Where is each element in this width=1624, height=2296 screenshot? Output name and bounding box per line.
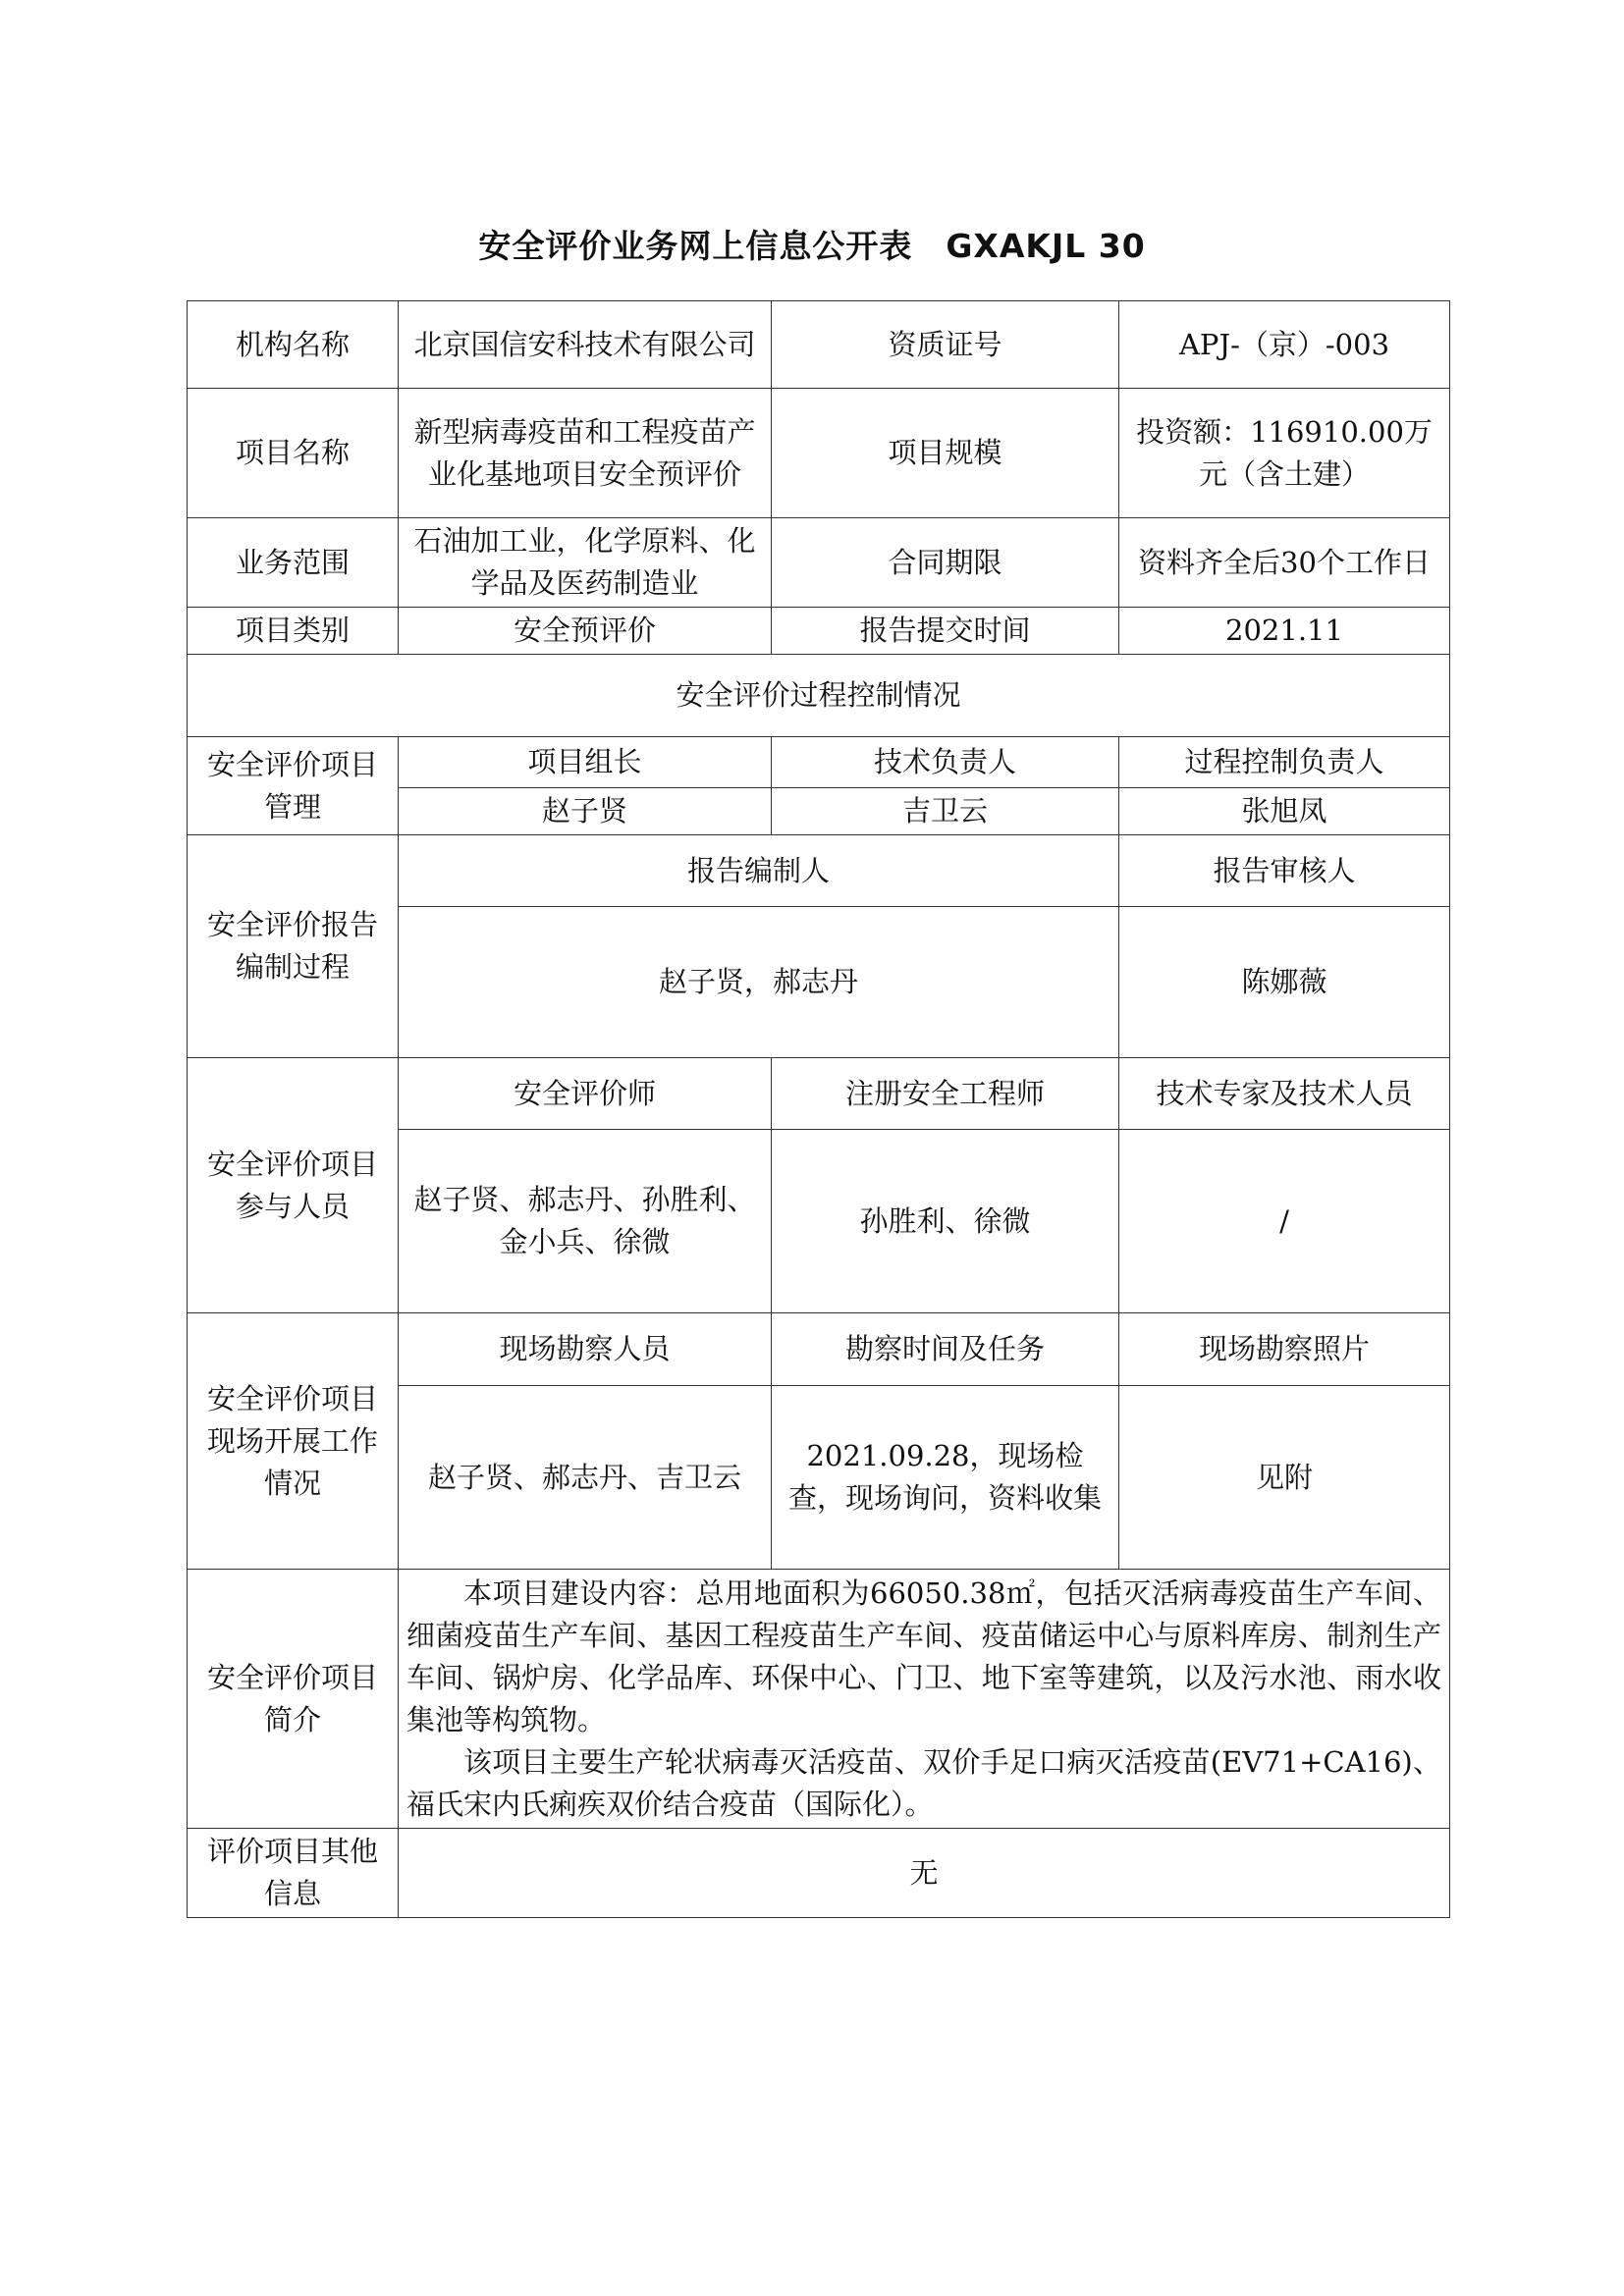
page-title: 安全评价业务网上信息公开表 GXAKJL 30 <box>478 227 1146 265</box>
submit-value: 2021.11 <box>1119 608 1450 655</box>
project-value: 新型病毒疫苗和工程疫苗产业化基地项目安全预评价 <box>399 389 772 518</box>
row-other <box>188 1829 1450 1918</box>
row-report-headers <box>188 835 1450 907</box>
term-value: 资料齐全后30个工作日 <box>1119 518 1450 608</box>
fieldwork-label: 安全评价项目现场开展工作情况 <box>188 1313 399 1570</box>
participants-label: 安全评价项目参与人员 <box>188 1058 399 1313</box>
row-intro <box>188 1570 1450 1829</box>
project-label: 项目名称 <box>188 389 399 518</box>
fieldwork-header-time: 勘察时间及任务 <box>772 1313 1119 1386</box>
management-label: 安全评价项目管理 <box>188 737 399 835</box>
intro-content <box>399 1570 1450 1829</box>
participants-value-assessor: 赵子贤、郝志丹、孙胜利、金小兵、徐微 <box>399 1130 772 1313</box>
management-value-leader: 赵子贤 <box>399 788 772 835</box>
participants-value-expert: / <box>1119 1130 1450 1313</box>
management-header-tech: 技术负责人 <box>772 737 1119 788</box>
cert-value: APJ-（京）-003 <box>1119 301 1450 389</box>
row-project <box>188 389 1450 518</box>
row-organization <box>188 301 1450 389</box>
participants-value-engineer: 孙胜利、徐微 <box>772 1130 1119 1313</box>
fieldwork-value-staff: 赵子贤、郝志丹、吉卫云 <box>399 1386 772 1570</box>
row-process-header <box>188 655 1450 737</box>
report-header-editor: 报告编制人 <box>399 835 1119 907</box>
management-header-leader: 项目组长 <box>399 737 772 788</box>
management-value-tech: 吉卫云 <box>772 788 1119 835</box>
participants-header-assessor: 安全评价师 <box>399 1058 772 1130</box>
term-label: 合同期限 <box>772 518 1119 608</box>
participants-header-expert: 技术专家及技术人员 <box>1119 1058 1450 1130</box>
org-value: 北京国信安科技术有限公司 <box>399 301 772 389</box>
submit-label: 报告提交时间 <box>772 608 1119 655</box>
intro-paragraph-1: 本项目建设内容：总用地面积为66050.38㎡，包括灭活病毒疫苗生产车间、细菌疫苗生产车间、基因工程疫苗生产车间、疫苗储运中心与原料库房、制剂生产车间、锅炉房、化学品库、环保中心、门卫、地下室等建筑，以及污水池、雨水收集池等构筑物。 <box>406 1575 1441 1736</box>
org-label: 机构名称 <box>188 301 399 389</box>
row-fieldwork-headers <box>188 1313 1450 1386</box>
info-table <box>187 300 1450 1918</box>
scope-label: 业务范围 <box>188 518 399 608</box>
category-label: 项目类别 <box>188 608 399 655</box>
intro-paragraph-2: 该项目主要生产轮状病毒灭活疫苗、双价手足口病灭活疫苗(EV71+CA16)、福氏宋内氏痢疾双价结合疫苗（国际化）。 <box>406 1744 1441 1821</box>
management-value-process: 张旭凤 <box>1119 788 1450 835</box>
management-header-process: 过程控制负责人 <box>1119 737 1450 788</box>
other-value: 无 <box>399 1829 1450 1918</box>
participants-header-engineer: 注册安全工程师 <box>772 1058 1119 1130</box>
category-value: 安全预评价 <box>399 608 772 655</box>
fieldwork-value-time: 2021.09.28，现场检查，现场询问，资料收集 <box>772 1386 1119 1570</box>
report-label: 安全评价报告编制过程 <box>188 835 399 1058</box>
row-participants-headers <box>188 1058 1450 1130</box>
scale-label: 项目规模 <box>772 389 1119 518</box>
report-header-reviewer: 报告审核人 <box>1119 835 1450 907</box>
row-scope <box>188 518 1450 608</box>
scale-value: 投资额：116910.00万元（含土建） <box>1119 389 1450 518</box>
fieldwork-header-staff: 现场勘察人员 <box>399 1313 772 1386</box>
report-value-reviewer: 陈娜薇 <box>1119 907 1450 1058</box>
cert-label: 资质证号 <box>772 301 1119 389</box>
process-header: 安全评价过程控制情况 <box>188 655 1450 737</box>
row-category <box>188 608 1450 655</box>
row-management-headers <box>188 737 1450 788</box>
intro-label: 安全评价项目简介 <box>188 1570 399 1829</box>
fieldwork-value-photos: 见附 <box>1119 1386 1450 1570</box>
other-label: 评价项目其他信息 <box>188 1829 399 1918</box>
fieldwork-header-photos: 现场勘察照片 <box>1119 1313 1450 1386</box>
scope-value: 石油加工业，化学原料、化学品及医药制造业 <box>399 518 772 608</box>
report-value-editor: 赵子贤，郝志丹 <box>399 907 1119 1058</box>
